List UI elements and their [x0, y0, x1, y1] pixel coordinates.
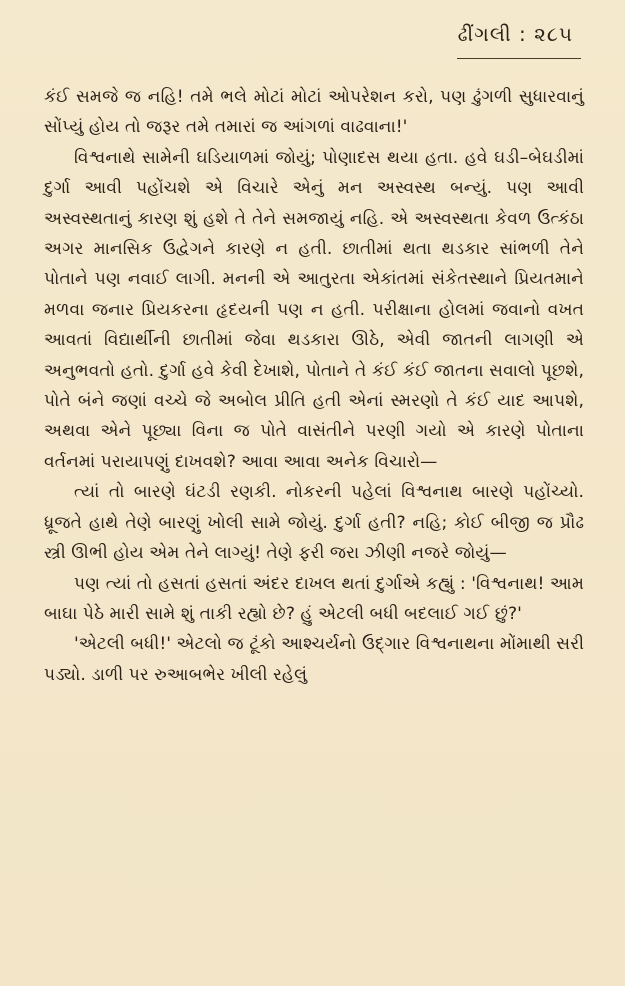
paragraph-1: કંઈ સમજે જ નહિ! તમે ભલે મોટાં મોટાં ઓપરેશન કરો, પણ ઢુંગળી સુધારવાનું સોંપ્યું હોય તો જરૂર તમે તમારાં જ આંગળાં વાઢવાના!': [44, 87, 584, 138]
paragraph-4: પણ ત્યાં તો હસતાં હસતાં અંદર દાખલ થતાં દુર્ગાએ કહ્યું : 'વિશ્વનાથ! આમ બાઘા પેઠે મારી સામે શું તાકી રહ્યો છે? હું એટલી બધી બદલાઈ ગઈ છું?': [44, 573, 584, 624]
running-header: ઢીંગલી : ૨૮૫: [457, 22, 573, 46]
paragraph-2: વિશ્વનાથે સામેની ઘડિયાળમાં જોયું; પોણાદસ થયા હતા. હવે ઘડી–બેઘડીમાં દુર્ગા આવી પહોંચશે એ વિચારે એનું મન અસ્વસ્થ બન્યું. પણ આવી અસ્વસ્થતાનું કારણ શું હશે તે તેને સમજાયું નહિ. એ અસ્વસ્થતા કેવળ ઉત્કંઠા અગર માનસિક ઉદ્વેગને કારણે ન હતી. છાતીમાં થતા થડકાર સાંભળી તેને પોતાને પણ નવાઈ લાગી. મનની એ આતુરતા એકાંતમાં સંકેતસ્થાને પ્રિયતમાને મળવા જનાર પ્રિયકરના હૃદયની પણ ન હતી. પરીક્ષાના હોલમાં જવાનો વખત આવતાં વિદ્યાર્થીની છાતીમાં જેવા થડકારા ઊઠે, એવી જાતની લાગણી એ અનુભવતો હતો. દુર્ગા હવે કેવી દેખાશે, પોતાને તે કંઈ કંઈ જાતના સવાલો પૂછશે, પોતે બંને જણાં વચ્ચે જે અબોલ પ્રીતિ હતી એનાં સ્મરણો તે કંઈ યાદ આપશે, અથવા એને પૂછ્યા વિના જ પોતે વાસંતીને પરણી ગયો એ કારણે પોતાના વર્તનમાં પરાયાપણું દાખવશે? આવા આવા અનેક વિચારો—: [44, 147, 584, 472]
header-wavy-rule: [457, 58, 581, 59]
paragraph-5: 'એટલી બધી!' એટલો જ ટૂંકો આશ્ચર્યનો ઉદ્ગાર વિશ્વનાથના મોંમાથી સરી પડ્યો. ડાળી પર રુઆબભેર ખીલી રહેલું: [44, 634, 584, 685]
paragraph-3: ત્યાં તો બારણે ઘંટડી રણકી. નોકરની પહેલાં વિશ્વનાથ બારણે પહોંચ્યો. ધ્રૂજતે હાથે તેણે બારણું ખોલી સામે જોયું. દુર્ગા હતી? નહિ; કોઈ બીજી જ પ્રૌઢ સ્ત્રી ઊભી હોય એમ તેને લાગ્યું! તેણે ફરી જરા ઝીણી નજરે જોયું—: [44, 482, 584, 564]
page-body: [44, 82, 584, 690]
